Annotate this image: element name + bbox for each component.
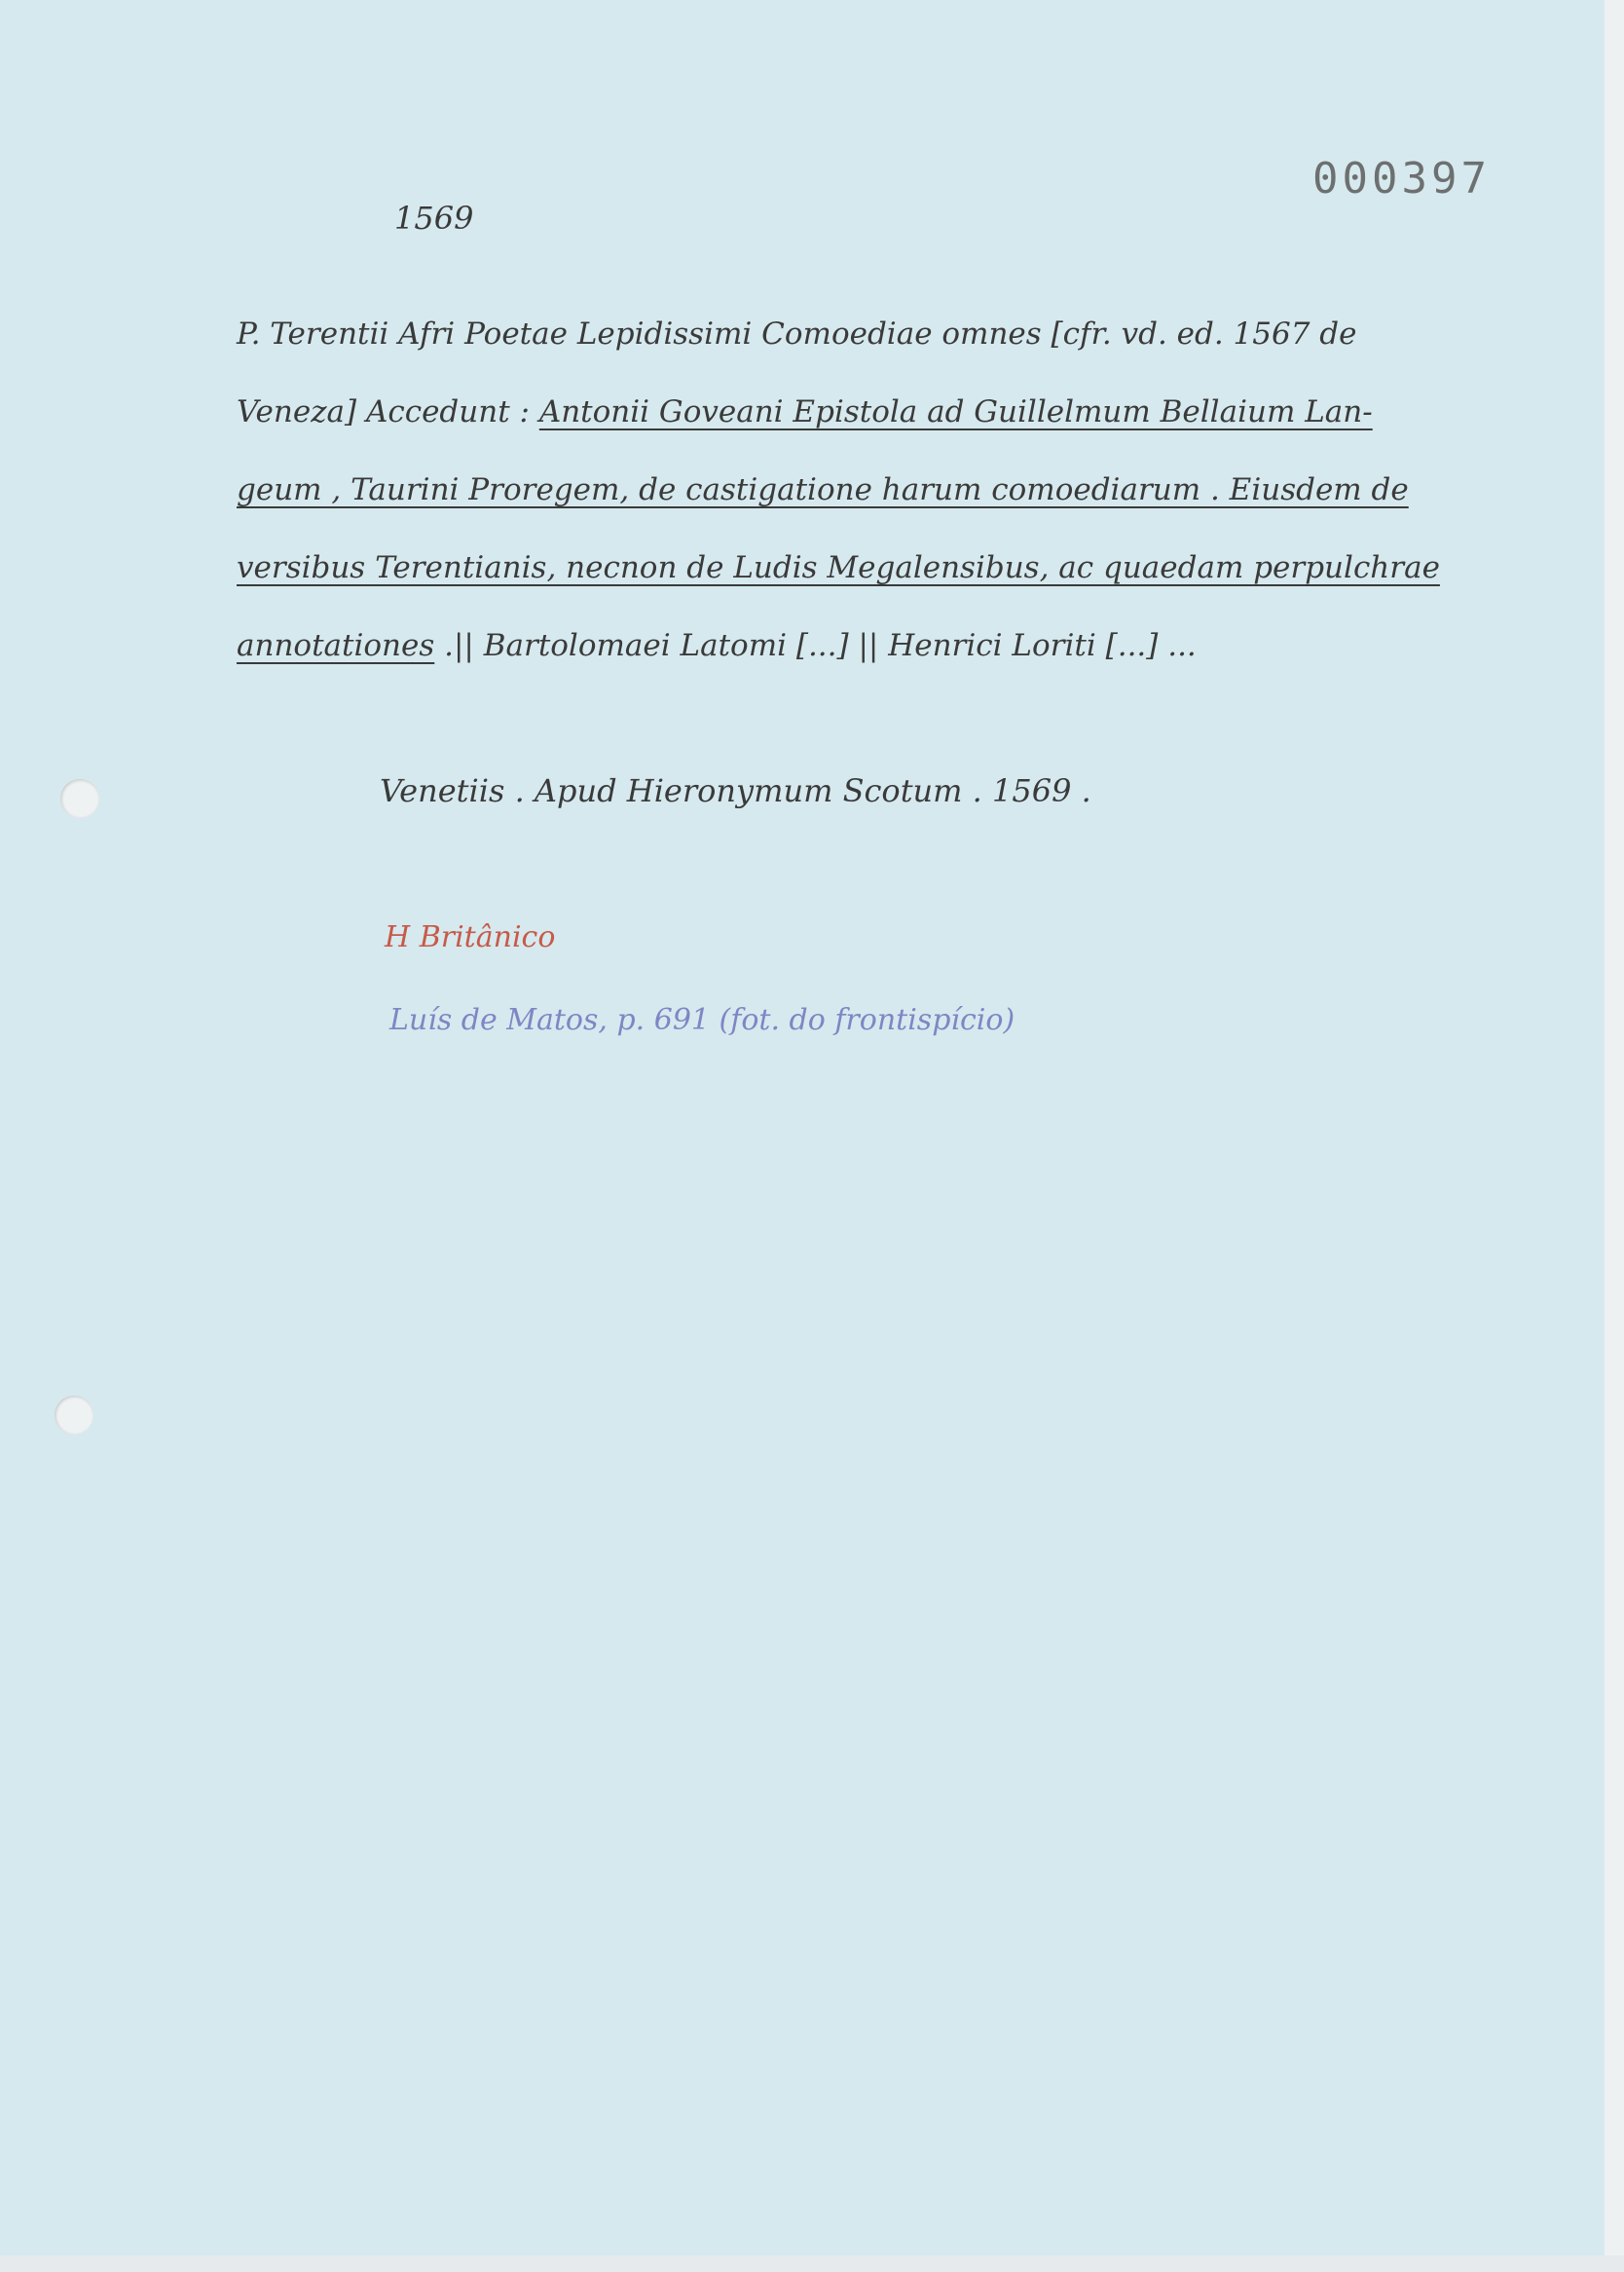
stamp-number: 000397 [1312,154,1491,204]
title-line-3 [237,472,1409,507]
title-line-5-tail: .|| Bartolomaei Latomi [...] || Henrici Loriti [...] ... [434,628,1197,663]
imprint: Venetiis . Apud Hieronymum Scotum . 1569 . [380,772,1091,809]
scan-edge-bottom [0,2255,1624,2272]
title-line-1 [237,317,1356,352]
title-line-5 [237,628,1197,663]
scan-edge-right [1605,0,1624,2272]
title-line-2 [237,394,1373,429]
bibliographic-reference: Luís de Matos, p. 691 (fot. do frontispício) [389,1003,1015,1037]
title-line-2-underlined: Antonii Goveani Epistola ad Guillelmum Bellaium Lan- [538,394,1373,429]
title-line-4-underlined: versibus Terentianis, necnon de Ludis Megalensibus, ac quaedam perpulchrae [237,550,1440,585]
year: 1569 [394,200,474,237]
title-line-1-text: P. Terentii Afri Poetae Lepidissimi Comoediae omnes [cfr. vd. ed. 1567 de [237,317,1357,352]
title-line-2-lead: Veneza] Accedunt : [237,394,539,429]
punch-hole-bottom [55,1396,93,1434]
punch-hole-top [60,779,99,818]
title-line-3-underlined: geum , Taurini Proregem, de castigatione harum comoediarum . Eiusdem de [237,472,1409,507]
title-line-4 [237,550,1440,585]
library-location: H Britânico [385,920,556,954]
title-line-5-underlined: annotationes [237,628,435,663]
